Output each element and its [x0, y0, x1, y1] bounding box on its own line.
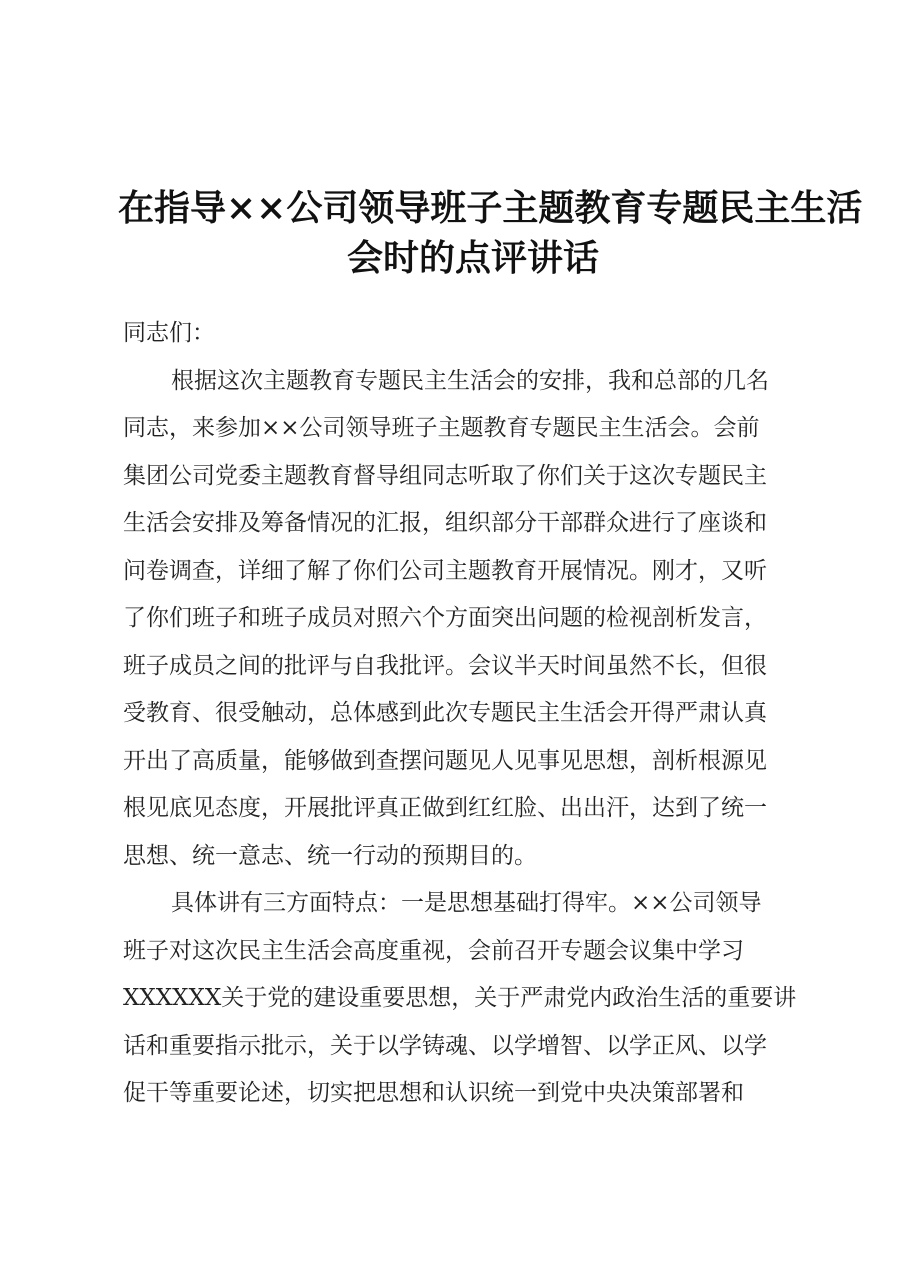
paragraph-1-line: 开出了高质量，能够做到查摆问题见人见事见思想，剖析根源见 — [123, 747, 767, 774]
paragraph-1-line: 集团公司党委主题教育督导组同志听取了你们关于这次专题民主 — [123, 462, 767, 489]
paragraph-2 — [123, 880, 813, 1118]
paragraph-2-line: 话和重要指示批示，关于以学铸魂、以学增智、以学正风、以学 — [123, 1032, 767, 1059]
paragraph-2-line: 具体讲有三方面特点：一是思想基础打得牢。××公司领导 — [171, 890, 762, 916]
document-body — [123, 310, 813, 1118]
paragraph-1-line: 问卷调查，详细了解了你们公司主题教育开展情况。刚才，又听 — [123, 557, 767, 584]
paragraph-1 — [123, 358, 813, 881]
paragraph-1-line: 了你们班子和班子成员对照六个方面突出问题的检视剖析发言， — [123, 605, 767, 631]
paragraph-2-line: 班子对这次民主生活会高度重视，会前召开专题会议集中学习 — [123, 937, 744, 964]
paragraph-2-line: 促干等重要论述，切实把思想和认识统一到党中央决策部署和 — [123, 1080, 744, 1106]
paragraph-2-line: XXXXXX关于党的建设重要思想，关于严肃党内政治生活的重要讲 — [123, 985, 797, 1011]
document-title — [118, 183, 863, 283]
paragraph-1-line: 同志，来参加××公司领导班子主题教育专题民主生活会。会前 — [123, 415, 760, 441]
paragraph-1-line: 生活会安排及筹备情况的汇报，组织部分干部群众进行了座谈和 — [123, 510, 767, 536]
paragraph-1-line: 根见底见态度，开展批评真正做到红红脸、出出汗，达到了统一 — [123, 795, 767, 821]
paragraph-1-line: 受教育、很受触动，总体感到此次专题民主生活会开得严肃认真 — [123, 700, 767, 726]
paragraph-1-line: 根据这次主题教育专题民主生活会的安排，我和总部的几名 — [171, 367, 769, 394]
paragraph-1-line: 班子成员之间的批评与自我批评。会议半天时间虽然不长，但很 — [123, 652, 767, 679]
title-line-1: 在指导××公司领导班子主题教育专题民主生活 — [118, 187, 863, 229]
title-line-2: 会时的点评讲话 — [346, 237, 599, 279]
greeting: 同志们： — [123, 320, 215, 346]
paragraph-1-line: 思想、统一意志、统一行动的预期目的。 — [123, 842, 537, 869]
